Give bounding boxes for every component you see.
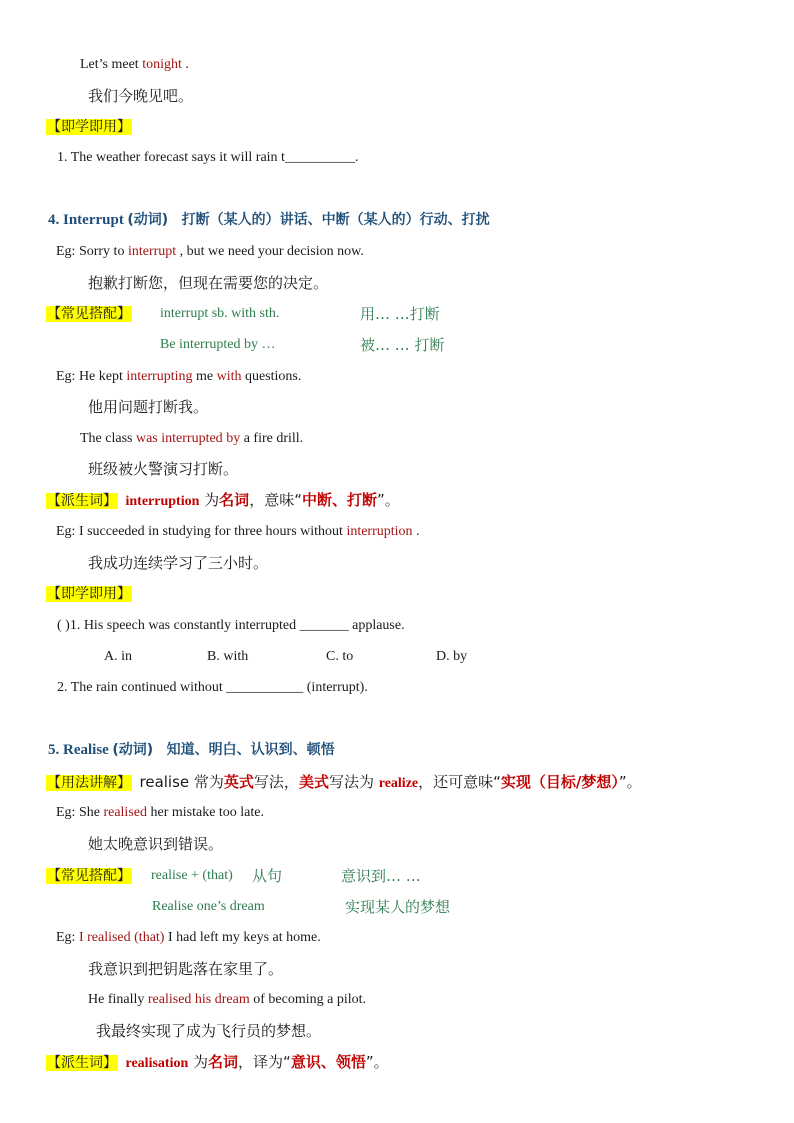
usage-row [46, 773, 642, 793]
collocation-en: realise + (that) [151, 868, 233, 883]
text: Eg: [56, 930, 79, 945]
example-en [56, 368, 301, 386]
keyword: was interrupted [135, 431, 223, 446]
keyword: interruption [346, 524, 413, 539]
example-zh: 他用问题打断我。 [88, 398, 209, 416]
heading-word: 5. Realise [48, 742, 109, 758]
heading-meaning: 打断（某人的）讲话、中断（某人的）行动、打扰 [181, 212, 490, 228]
example-tonight-en [80, 56, 189, 74]
text: I had left my keys at home. [164, 930, 321, 945]
text: 为 [199, 491, 220, 509]
tag-label: 【派生词】 [47, 493, 117, 509]
option-a: A. in [104, 649, 132, 664]
text: 写法， [253, 773, 299, 791]
keyword: 中断、打断 [301, 491, 377, 509]
heading-pos: (动词) [127, 212, 169, 228]
text: The class [80, 431, 136, 446]
example-en [56, 929, 321, 947]
example-en [56, 523, 420, 541]
text: ，还可意味“ [418, 773, 501, 791]
keyword: 名词 [219, 491, 250, 509]
example-zh: 她太晚意识到错误。 [88, 835, 224, 853]
text: He finally [88, 992, 148, 1007]
section-heading-realise [48, 741, 335, 760]
keyword: interrupt [127, 244, 177, 259]
example-zh: 我成功连续学习了三小时。 [88, 554, 269, 572]
collocation-en: Realise one’s dream [152, 899, 265, 914]
collocation-en: 从句 [252, 867, 283, 885]
example-zh: 我最终实现了成为飞行员的梦想。 [96, 1022, 322, 1040]
keyword: realised his dream [147, 992, 250, 1007]
practice-question-2: 2. The rain continued without ___________ (interrupt). [57, 680, 368, 695]
option-c: C. to [326, 649, 354, 664]
heading-word: 4. Interrupt [48, 212, 124, 228]
keyword: by [226, 431, 241, 446]
collocation-zh: 被… … 打断 [360, 336, 445, 354]
keyword: I realised (that) [78, 930, 165, 945]
example-zh: 我意识到把钥匙落在家里了。 [88, 960, 284, 978]
collocation-zh: 实现某人的梦想 [345, 898, 451, 916]
practice-tag [46, 585, 132, 604]
example-en [80, 430, 303, 448]
text: ”。 [365, 1053, 389, 1071]
practice-question-1: 1. The weather forecast says it will rain t__________. [57, 150, 359, 165]
text: Eg: She [56, 805, 104, 820]
text: , but we need your decision now. [176, 244, 364, 259]
heading-meaning: 知道、明白、认识到、顿悟 [166, 742, 335, 758]
option-b: B. with [207, 649, 249, 664]
keyword: tonight [142, 57, 182, 72]
text: realise 常为 [139, 773, 224, 791]
tag-label: 【即学即用】 [47, 586, 131, 602]
keyword: 名词 [208, 1053, 239, 1071]
text: . [181, 57, 189, 72]
option-d: D. by [436, 649, 468, 664]
heading-pos: (动词) [112, 742, 154, 758]
keyword: 实现（目标/梦想） [500, 773, 619, 791]
practice-question-1: ( )1. His speech was constantly interrupted _______ applause. [57, 618, 405, 633]
tag-label: 【即学即用】 [47, 119, 131, 135]
text: 为 [188, 1053, 209, 1071]
keyword: 意识、领悟 [290, 1053, 366, 1071]
text: . [412, 524, 420, 539]
collocation-zh: 意识到… … [341, 867, 421, 885]
collocation-en: Be interrupted by … [160, 337, 276, 352]
derivative-word: realisation [125, 1056, 189, 1071]
example-en [56, 804, 264, 822]
example-en [88, 991, 366, 1009]
text: a fire drill. [240, 431, 304, 446]
derivative-row [46, 491, 400, 511]
collocation-zh: 用… …打断 [360, 305, 440, 323]
text: ，译为“ [238, 1053, 291, 1071]
derivative-row [46, 1053, 389, 1073]
keyword: realize [378, 776, 419, 791]
text: 写法为 [328, 773, 379, 791]
tag-label: 【用法讲解】 [47, 775, 131, 791]
text: her mistake too late. [146, 805, 265, 820]
text: Eg: I succeeded in studying for three hours without [56, 524, 347, 539]
tag-label: 【派生词】 [47, 1055, 117, 1071]
text: ，意味“ [249, 491, 302, 509]
text: ”。 [376, 491, 400, 509]
example-zh: 抱歉打断您，但现在需要您的决定。 [88, 274, 329, 292]
text: ”。 [618, 773, 642, 791]
keyword: realised [103, 805, 147, 820]
text: questions. [241, 369, 302, 384]
example-zh: 班级被火警演习打断。 [88, 460, 239, 478]
keyword: interrupting [126, 369, 193, 384]
derivative-word: interruption [125, 494, 200, 509]
collocation-row-1 [46, 867, 421, 886]
practice-tag [46, 118, 132, 137]
text: Eg: Sorry to [56, 244, 128, 259]
keyword: 美式 [298, 773, 329, 791]
text: Let’s meet [80, 57, 143, 72]
keyword: with [216, 369, 242, 384]
text: of becoming a pilot. [249, 992, 366, 1007]
text: me [192, 369, 217, 384]
section-heading-interrupt [48, 211, 490, 230]
tag-label: 【常见搭配】 [47, 306, 131, 322]
example-tonight-zh: 我们今晚见吧。 [88, 87, 194, 105]
collocation-en: interrupt sb. with sth. [160, 306, 280, 321]
answer-options [57, 648, 557, 666]
text: Eg: He kept [56, 369, 127, 384]
example-en [56, 243, 364, 261]
tag-label: 【常见搭配】 [47, 868, 131, 884]
keyword: 英式 [223, 773, 254, 791]
collocation-row-1 [46, 305, 440, 324]
